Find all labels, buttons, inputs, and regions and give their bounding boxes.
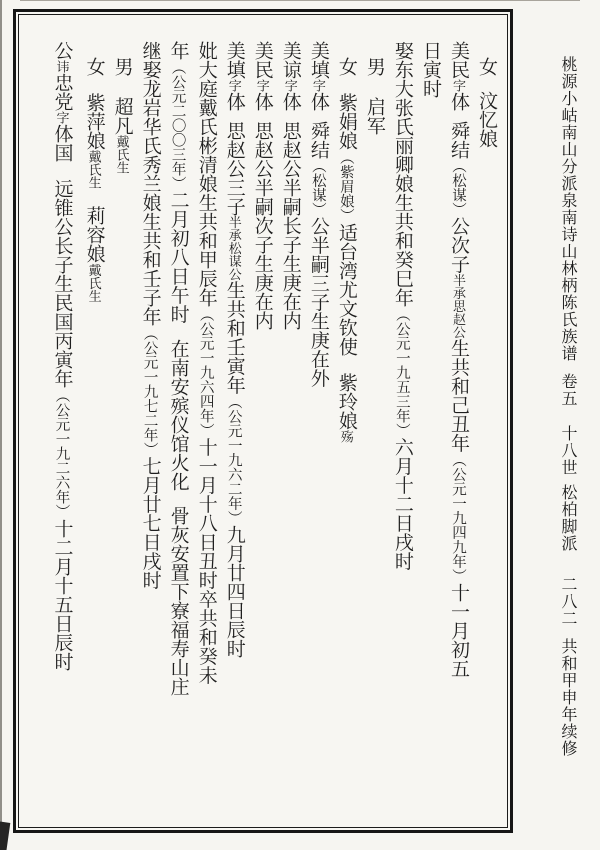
text-segment: 十一月十八日丑时卒共和癸未 (195, 437, 217, 685)
text-segment: 公半嗣三子生庚在外 (307, 216, 329, 388)
text-segment: 公 (51, 41, 73, 60)
text-segment: （公元一九七二年） (141, 326, 158, 457)
text-segment: 卷五 (559, 373, 576, 408)
text-segment: 超凡 (111, 97, 133, 136)
text-segment: 舜结 (447, 120, 469, 159)
genealogy-column (307, 41, 329, 811)
text-segment: 适台湾尤文钦使 (335, 222, 357, 356)
text-segment: （公元一九六二年） (225, 394, 242, 525)
text-segment: （公元二〇〇三年） (169, 60, 186, 191)
text-segment: 男 (363, 57, 385, 77)
text-segment: 公次子 (447, 216, 469, 274)
text-segment: 体 (279, 92, 301, 111)
text-segment: 戴氏生 (114, 135, 130, 175)
text-segment: 紫玲娘 (335, 372, 357, 430)
text-segment: 体 (447, 92, 469, 111)
text-segment: 十二月十五日辰时 (51, 518, 73, 671)
text-segment: 美填 (223, 41, 245, 79)
page-frame (13, 9, 513, 833)
text-segment: 女 (476, 57, 497, 77)
volume-title-column (558, 56, 576, 836)
text-segment: 美谅 (279, 41, 301, 79)
genealogy-column (51, 41, 73, 811)
text-segment: 继娶龙岩华氏秀兰娘生共和壬子年 (139, 41, 161, 326)
text-segment: 讳 (54, 60, 70, 73)
genealogy-column (195, 41, 217, 811)
text-segment: 忠党 (51, 73, 73, 111)
text-segment: 六月十二日戌时 (391, 437, 413, 571)
genealogy-column (83, 41, 105, 811)
text-segment: 体 (223, 92, 245, 111)
text-segment: 生共和己丑年 (447, 338, 469, 453)
text-segment: 美民 (251, 41, 273, 79)
text-segment: 体国 (51, 124, 73, 162)
text-segment: 女 (335, 57, 357, 77)
text-segment: 二月初八日午时 (167, 190, 189, 324)
genealogy-column (363, 41, 385, 811)
text-segment: 十一月初五 (447, 583, 469, 678)
genealogy-text-block (19, 15, 507, 827)
text-segment: （公元一九六四年） (197, 307, 214, 438)
scan-artifact-left-edge (0, 0, 2, 850)
text-segment: 字 (254, 79, 270, 92)
text-segment: 思赵公三子 (223, 120, 245, 216)
text-segment: 远锥公长子生民国丙寅年 (51, 179, 73, 389)
text-segment: 启军 (363, 97, 385, 136)
genealogy-column (251, 41, 273, 811)
text-segment: 美填 (307, 41, 329, 79)
text-segment: 美民 (447, 41, 469, 79)
text-segment: 思赵公半嗣长子生庚在内 (279, 120, 301, 330)
text-segment: 字 (54, 111, 70, 124)
genealogy-column (139, 41, 161, 811)
text-segment: （松谋） (449, 158, 466, 217)
genealogy-column (475, 41, 497, 811)
text-segment: 思赵公半嗣次子生庚在内 (251, 120, 273, 330)
text-segment: 戴氏生 (86, 150, 102, 190)
text-segment: 半承松谋公 (226, 215, 242, 281)
text-segment: 莉容娘 (83, 206, 105, 264)
text-segment: 共和甲申年续修 (559, 637, 576, 757)
text-segment: 九月廿四日辰时 (223, 525, 245, 658)
genealogy-column (335, 41, 357, 811)
scan-artifact-corner (0, 821, 10, 850)
text-segment: （紫眉娘） (337, 150, 354, 223)
text-segment: 生共和壬寅年 (223, 280, 245, 395)
genealogy-column (447, 41, 469, 811)
scan-artifact-top-edge (20, 0, 580, 1)
text-segment: 骨灰安置下寮福寿山庄 (167, 505, 189, 696)
text-segment: 紫萍娘 (83, 93, 105, 151)
text-segment: 十八世 (559, 424, 576, 476)
genealogy-column (167, 41, 189, 811)
page-frame-inner-rule (18, 14, 508, 828)
text-segment: 在南安殡仪馆火化 (167, 338, 189, 491)
text-segment: 松柏脚派 (559, 483, 576, 552)
text-segment: 体 (307, 92, 329, 111)
text-segment: （公元一九二六年） (53, 388, 70, 519)
genealogy-column (111, 41, 133, 811)
text-segment: 妣大庭戴氏彬清娘生共和甲辰年 (195, 41, 217, 307)
text-segment: 半承思赵公 (450, 273, 466, 339)
text-segment: 字 (450, 79, 466, 92)
text-segment: 字 (310, 79, 326, 92)
text-segment: 男 (111, 57, 133, 77)
text-segment: 字 (226, 79, 242, 92)
text-segment: （公元一九五三年） (393, 307, 410, 438)
text-segment: 日寅时 (419, 41, 441, 98)
text-segment: 桃源小岵南山分派泉南诗山林柄陈氏族谱 (559, 56, 576, 362)
text-segment: 二八二 (559, 575, 576, 627)
text-segment: 体 (251, 92, 273, 111)
text-segment: 紫娟娘 (335, 93, 357, 151)
text-segment: 女 (83, 57, 105, 77)
text-segment: （松谋） (309, 158, 326, 217)
text-segment: 戴氏生 (86, 263, 102, 303)
text-segment: 舜结 (307, 120, 329, 159)
genealogy-column (391, 41, 413, 811)
text-segment: 字 (282, 79, 298, 92)
genealogy-column (279, 41, 301, 811)
text-segment: 娶东大张氏丽卿娘生共和癸巳年 (391, 41, 413, 307)
text-segment: （公元一九四九年） (449, 452, 466, 583)
text-segment: 殇 (338, 429, 354, 443)
text-segment: 汶忆娘 (476, 91, 497, 149)
genealogy-column (223, 41, 245, 811)
text-segment: 七月廿七日戌时 (139, 456, 161, 590)
text-segment: 年 (167, 41, 189, 60)
genealogy-column (419, 41, 441, 811)
